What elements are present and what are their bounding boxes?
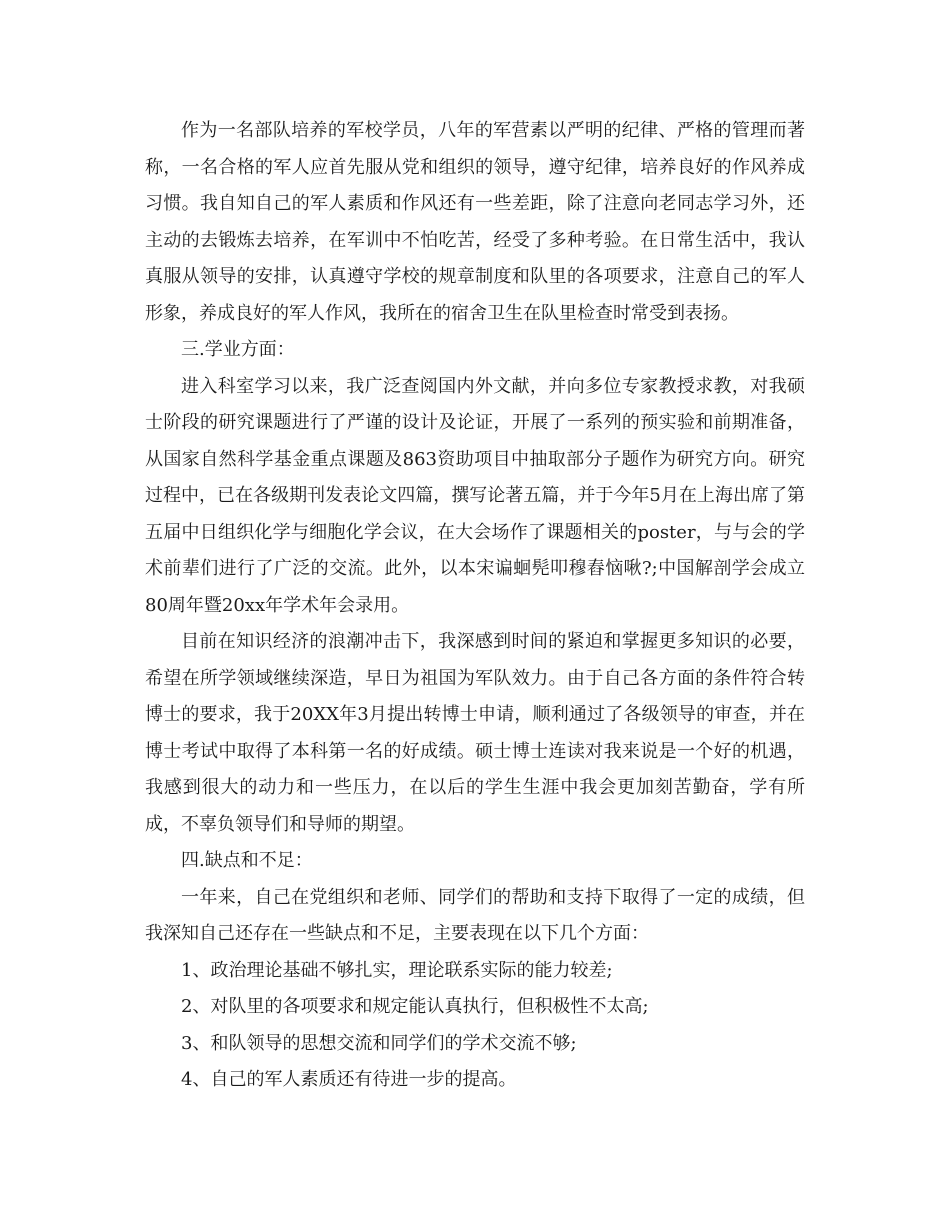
paragraph-military-conduct: 作为一名部队培养的军校学员，八年的军营素以严明的纪律、严格的管理而著称，一名合格的军人应首先服从党和组织的领导，遵守纪律，培养良好的作风养成习惯。我自知自己的军人素质和作风还有一些差距，除了注意向老同志学习外，还主动的去锻炼去培养，在军训中不怕吃苦，经受了多种考验。在日常生活中，我认真服从领导的安排，认真遵守学校的规章制度和队里的各项要求，注意自己的军人形象，养成良好的军人作风，我所在的宿舍卫生在队里检查时常受到表扬。 xyxy=(145,120,805,324)
list-item-shortcoming-3: 3、和队领导的思想交流和同学们的学术交流不够; xyxy=(181,1032,577,1054)
paragraph-doctoral-plan: 目前在知识经济的浪潮冲击下，我深感到时间的紧迫和掌握更多知识的必要，希望在所学领域继续深造，早日为祖国为军队效力。由于自己各方面的条件符合转博士的要求，我于20XX年3月提出转博士申请，顺利通过了各级领导的审查，并在博士考试中取得了本科第一名的好成绩。硕士博士连读对我来说是一个好的机遇，我感到很大的动力和一些压力，在以后的学生生涯中我会更加刻苦勤奋，学有所成，不辜负领导们和导师的期望。 xyxy=(145,631,805,835)
list-item-shortcoming-1: 1、政治理论基础不够扎实，理论联系实际的能力较差; xyxy=(181,959,613,981)
paragraph-shortcomings-intro: 一年来，自己在党组织和老师、同学们的帮助和支持下取得了一定的成绩，但我深知自己还存在一些缺点和不足，主要表现在以下几个方面： xyxy=(145,886,805,944)
paragraph-research: 进入科室学习以来，我广泛查阅国内外文献，并向多位专家教授求教，对我硕士阶段的研究课题进行了严谨的设计及论证，开展了一系列的预实验和前期准备，从国家自然科学基金重点课题及863资助项目中抽取部分子题作为研究方向。研究过程中，已在各级期刊发表论文四篇，撰写论著五篇，并于今年5月在上海出席了第五届中日组织化学与细胞化学会议，在大会场作了课题相关的poster，与与会的学术前辈们进行了广泛的交流。此外，以本宋谝蛔髡叩穆舂恼啾?;中国解剖学会成立80周年暨20xx年学术年会录用。 xyxy=(145,375,805,616)
section-heading-academics: 三.学业方面： xyxy=(181,339,295,360)
list-item-shortcoming-4: 4、自己的军人素质还有待进一步的提高。 xyxy=(181,1069,517,1090)
section-heading-shortcomings: 四.缺点和不足： xyxy=(181,850,313,871)
list-item-shortcoming-2: 2、对队里的各项要求和规定能认真执行，但积极性不太高; xyxy=(181,996,649,1017)
document-body xyxy=(145,113,805,1099)
